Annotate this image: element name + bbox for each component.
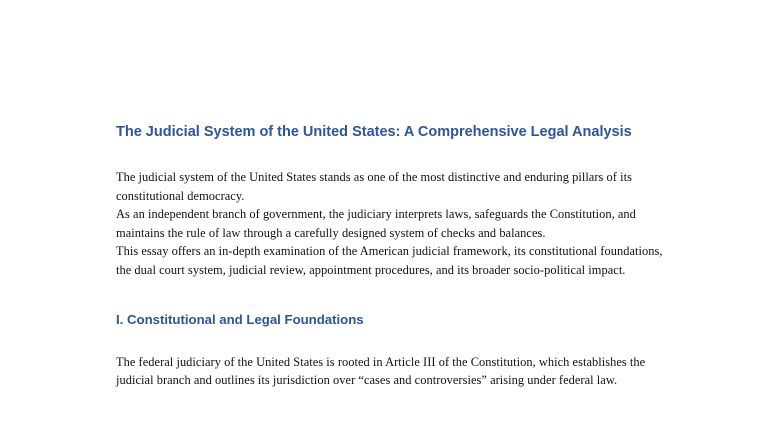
intro-section [116,168,676,280]
document-body [116,122,676,390]
intro-paragraph-1: The judicial system of the United States stands as one of the most distinctive and enduring pillars of its constitutional democracy. [116,170,632,203]
intro-paragraph-2: As an independent branch of government, the judiciary interprets laws, safeguards the Constitution, and maintains the rule of law through a carefully designed system of checks and balances. [116,207,636,240]
section-heading-constitutional-foundations: I. Constitutional and Legal Foundations [116,311,364,327]
intro-paragraph-3: This essay offers an in-depth examination of the American judicial framework, its constitutional foundations, the dual court system, judicial review, appointment procedures, and its broader socio-political impact. [116,244,663,277]
section-body [116,353,676,390]
section-1-paragraph: The federal judiciary of the United States is rooted in Article III of the Constitution, which establishes the judicial branch and outlines its jurisdiction over “cases and controversies” arising under federal law. [116,354,646,388]
document-title: The Judicial System of the United States: A Comprehensive Legal Analysis [116,124,632,140]
